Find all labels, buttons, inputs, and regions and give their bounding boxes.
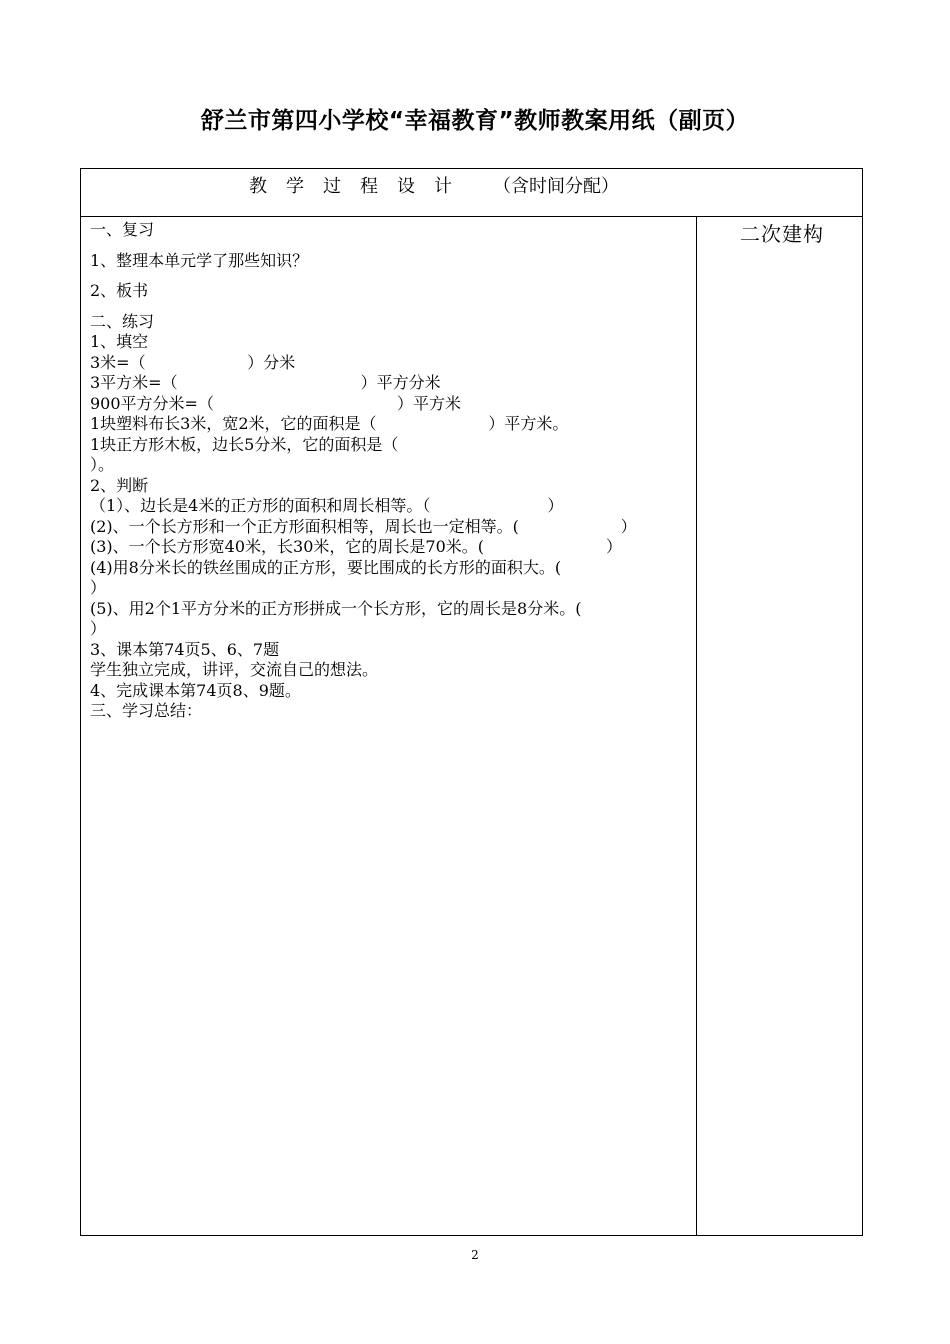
practice-heading: 二、练习 bbox=[90, 311, 155, 331]
judge-item-5: (5)、用2个1平方分米的正方形拼成一个长方形，它的周长是8分米。( bbox=[90, 598, 582, 618]
summary-heading: 三、学习总结： bbox=[90, 701, 203, 720]
judge-item-4: (4)用8分米长的铁丝围成的正方形，要比围成的长方形的面积大。( bbox=[90, 557, 562, 577]
page-number: 2 bbox=[471, 1248, 479, 1262]
lesson-content bbox=[90, 220, 690, 722]
table-header-row bbox=[81, 169, 862, 217]
fill-heading: 1、填空 bbox=[90, 332, 149, 351]
judge-item-1: （1）、边长是4米的正方形的面积和周长相等。（ ） bbox=[90, 496, 564, 515]
judge-item-2: (2)、一个长方形和一个正方形面积相等，周长也一定相等。( ） bbox=[90, 516, 637, 536]
page-title: 舒兰市第四小学校“幸福教育”教师教案用纸（副页） bbox=[200, 108, 750, 134]
review-item-1: 1、整理本单元学了那些知识？ bbox=[90, 250, 309, 270]
lesson-plan-table bbox=[80, 168, 863, 1236]
fill-item-3: 900平方分米=（ ）平方米 bbox=[90, 393, 462, 413]
textbook-item-1: 3、课本第74页5、6、7题 bbox=[90, 639, 280, 659]
table-header-text bbox=[249, 172, 619, 198]
review-item-2: 2、板书 bbox=[90, 281, 149, 300]
review-heading: 一、复习 bbox=[90, 220, 155, 239]
fill-item-5: 1块正方形木板，边长5分米，它的面积是（ bbox=[90, 434, 399, 454]
judge-item-5-cont: ） bbox=[90, 619, 107, 638]
judge-item-3: (3)、一个长方形宽40米，长30米，它的周长是70米。( ） bbox=[90, 537, 623, 556]
fill-item-4: 1块塑料布长3米，宽2米，它的面积是（ ）平方米。 bbox=[90, 414, 569, 433]
textbook-item-1-note: 学生独立完成，讲评，交流自己的想法。 bbox=[90, 660, 379, 679]
fill-item-5-cont: ）。 bbox=[90, 455, 115, 474]
fill-item-2: 3平方米=（ ）平方分米 bbox=[90, 373, 441, 392]
column-divider bbox=[696, 217, 697, 1236]
table-header-sub: （含时间分配） bbox=[493, 176, 619, 197]
fill-item-1: 3米=（ ）分米 bbox=[90, 352, 296, 372]
judge-heading: 2、判断 bbox=[90, 475, 149, 495]
side-column-label: 二次建构 bbox=[740, 222, 824, 246]
table-header-main: 教学过程设计 bbox=[249, 176, 471, 197]
textbook-item-2: 4、完成课本第74页8、9题。 bbox=[90, 680, 301, 700]
judge-item-4-cont: ） bbox=[90, 578, 107, 597]
